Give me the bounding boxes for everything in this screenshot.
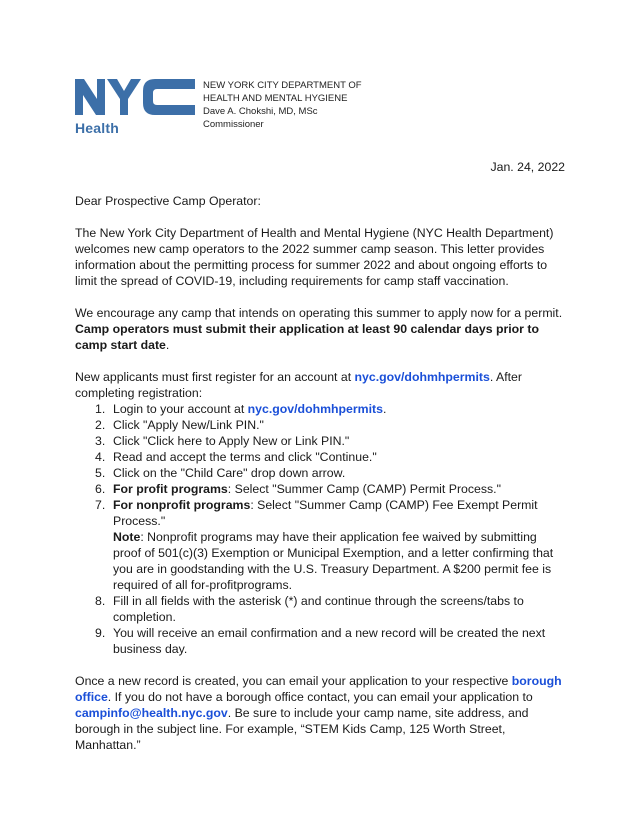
campinfo-email-link[interactable]: campinfo@health.nyc.gov bbox=[75, 706, 228, 720]
apply-text: We encourage any camp that intends on operating this summer to apply now for a permit. bbox=[75, 306, 563, 320]
deadline-text: Camp operators must submit their application at least 90 calendar days prior to camp start date bbox=[75, 322, 539, 352]
nonprofit-note bbox=[75, 529, 565, 593]
steps-list bbox=[75, 401, 565, 529]
letter-body bbox=[75, 150, 565, 753]
register-text-end: . After completing registration: bbox=[75, 370, 522, 400]
list-item: 2. Click "Apply New/Link PIN." bbox=[95, 418, 264, 432]
intro-paragraph: The New York City Department of Health and Mental Hygiene (NYC Health Department) welcomes new camp operators to the 2022 summer camp season. This letter provides information about the permitting process for summer 2022 and about ongoing efforts to limit the spread of COVID-19, including requirements for camp staff vaccination. bbox=[75, 226, 554, 288]
note-label: Note bbox=[113, 530, 141, 544]
list-item: 7. For nonprofit programs: Select "Summer Camp (CAMP) Fee Exempt Permit Process." bbox=[95, 498, 538, 528]
department-line-2: HEALTH AND MENTAL HYGIENE bbox=[203, 93, 348, 104]
register-paragraph bbox=[75, 369, 565, 401]
department-line-1: NEW YORK CITY DEPARTMENT OF bbox=[203, 80, 362, 91]
list-item: 3. Click "Click here to Apply New or Link PIN." bbox=[95, 434, 350, 448]
commissioner-title: Commissioner bbox=[203, 119, 264, 130]
list-item: 4. Read and accept the terms and click "Continue." bbox=[95, 450, 377, 464]
steps-list-continued bbox=[75, 593, 565, 657]
permits-link[interactable]: nyc.gov/dohmhpermits bbox=[354, 370, 490, 384]
letter-date: Jan. 24, 2022 bbox=[490, 160, 565, 174]
borough-paragraph: Once a new record is created, you can email your application to your respective borough office. If you do not have a borough office contact, you can email your application to campinfo@health.nyc.gov. Be sure to include your camp name, site address, and borough in the subject line. For example, “STEM Kids Camp, 125 Worth Street, Manhattan.” bbox=[75, 674, 562, 752]
commissioner-name: Dave A. Chokshi, MD, MSc bbox=[203, 106, 318, 117]
list-item: 8. Fill in all fields with the asterisk (*) and continue through the screens/tabs to completion. bbox=[95, 594, 524, 624]
logo-health-text: Health bbox=[75, 120, 119, 136]
register-text: New applicants must first register for an account at bbox=[75, 370, 355, 384]
permits-link-step[interactable]: nyc.gov/dohmhpermits bbox=[247, 402, 383, 416]
letterhead-text bbox=[203, 79, 362, 131]
salutation: Dear Prospective Camp Operator: bbox=[75, 194, 261, 208]
list-item: 6. For profit programs: Select "Summer Camp (CAMP) Permit Process." bbox=[95, 482, 501, 496]
apply-period: . bbox=[165, 338, 170, 352]
apply-paragraph bbox=[75, 305, 565, 353]
nyc-logo-icon bbox=[75, 77, 195, 119]
list-item: 9. You will receive an email confirmation and a new record will be created the next business day. bbox=[95, 626, 546, 656]
nyc-health-logo bbox=[75, 77, 195, 135]
list-item: 1. Login to your account at nyc.gov/dohmhpermits. bbox=[95, 402, 387, 416]
list-item: 5. Click on the "Child Care" drop down arrow. bbox=[95, 466, 346, 480]
borough-office-link[interactable]: borough office bbox=[75, 674, 562, 704]
note-text: : Nonprofit programs may have their application fee waived by submitting proof of 501(c)(3) Exemption or Municipal Exemption, and a letter confirming that you are in goodstanding with the U.S. Treasury Department. A $200 permit fee is required of all for-profitprograms. bbox=[113, 530, 554, 592]
